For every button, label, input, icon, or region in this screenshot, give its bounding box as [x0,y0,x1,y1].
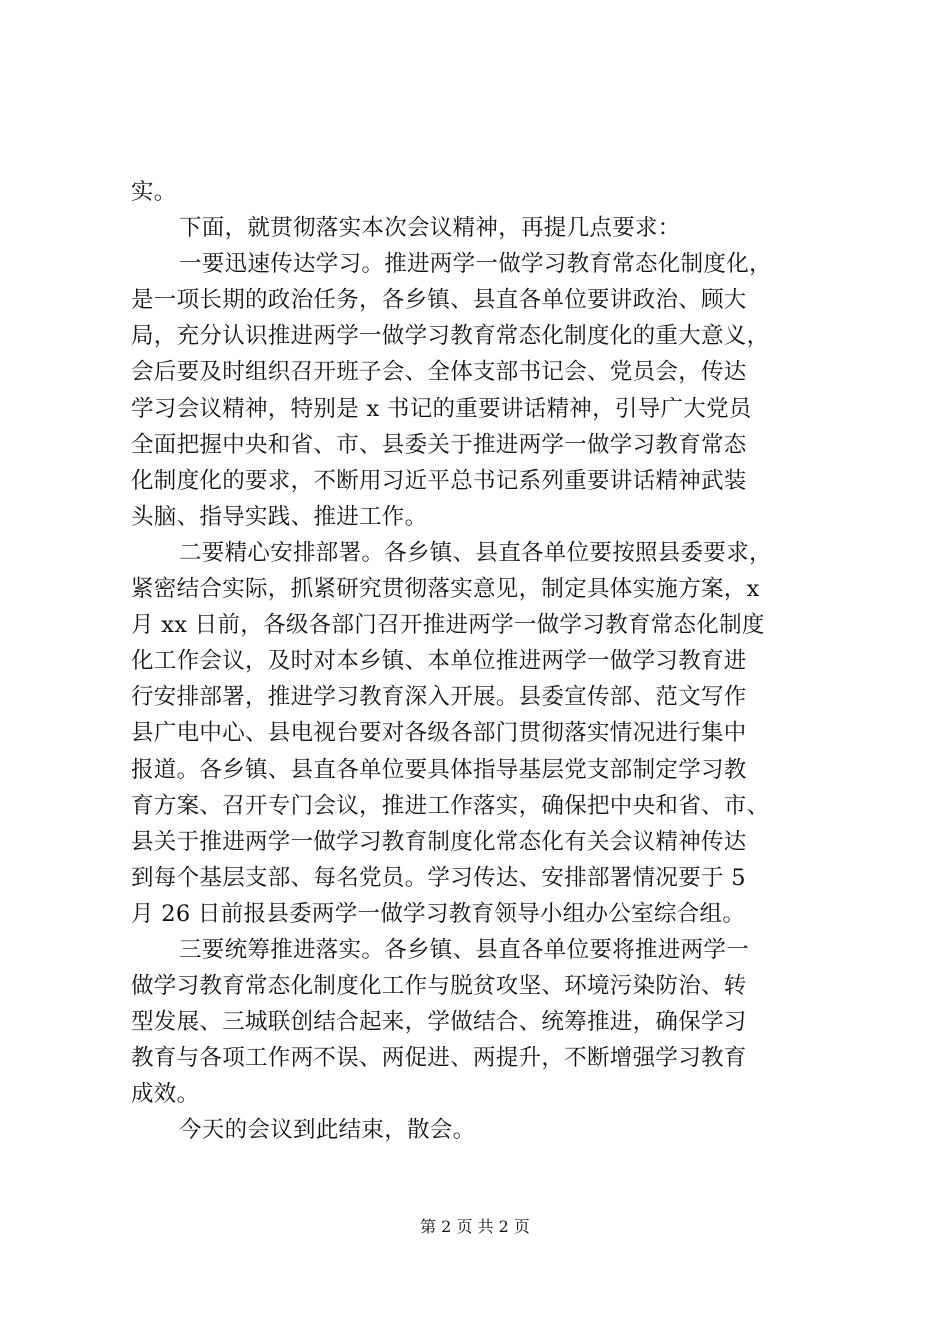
text-line: 三要统筹推进落实。各乡镇、县直各单位要将推进两学一 [179,936,750,963]
text-line: 育方案、召开专门会议，推进工作落实，确保把中央和省、市、 [131,792,770,819]
text-line: 县广电中心、县电视台要对各级各部门贯彻落实情况进行集中 [131,720,747,747]
text-line: 成效。 [131,1081,200,1108]
paragraph-continuation [131,174,843,210]
text-line: 化工作会议，及时对本乡镇、本单位推进两学一做学习教育进 [131,648,747,675]
text-line: 到每个基层支部、每名党员。学习传达、安排部署情况要于 5 [131,864,746,891]
paragraph-requirement-three [131,932,843,1112]
text-line: 是一项长期的政治任务，各乡镇、县直各单位要讲政治、顾大 [131,287,747,314]
text-line: 做学习教育常态化制度化工作与脱贫攻坚、环境污染防治、转 [131,973,747,1000]
paragraph-requirement-two [131,535,843,932]
text-line: 教育与各项工作两不误、两促进、两提升，不断增强学习教育 [131,1045,747,1072]
page-number-footer: 第 2 页 共 2 页 [420,1217,530,1236]
paragraph-requirement-one [131,246,843,535]
text-line: 月 xx 日前，各级各部门召开推进两学一做学习教育常态化制度 [131,612,765,639]
text-line: 局，充分认识推进两学一做学习教育常态化制度化的重大意义， [131,323,770,350]
text-line: 一要迅速传达学习。推进两学一做学习教育常态化制度化， [179,251,772,278]
text-line: 会后要及时组织召开班子会、全体支部书记会、党员会，传达 [131,359,747,386]
paragraph-closing [131,1112,843,1148]
text-line: 今天的会议到此结束，散会。 [179,1117,476,1144]
text-line: 全面把握中央和省、市、县委关于推进两学一做学习教育常态 [131,431,747,458]
paragraph-intro [131,210,843,246]
text-line: 型发展、三城联创结合起来，学做结合、统筹推进，确保学习 [131,1009,747,1036]
text-line: 学习会议精神，特别是 x 书记的重要讲话精神，引导广大党员 [131,395,752,422]
text-line: 实。 [131,179,177,205]
document-body [131,174,843,1149]
text-line: 二要精心安排部署。各乡镇、县直各单位要按照县委要求， [179,539,772,566]
text-line: 下面，就贯彻落实本次会议精神，再提几点要求： [179,215,681,242]
text-line: 行安排部署，推进学习教育深入开展。县委宣传部、范文写作 [131,684,747,711]
text-line: 月 26 日前报县委两学一做学习教育领导小组办公室综合组。 [131,900,746,927]
text-line: 化制度化的要求，不断用习近平总书记系列重要讲话精神武装 [131,467,747,494]
text-line: 报道。各乡镇、县直各单位要具体指导基层党支部制定学习教 [131,756,747,783]
text-line: 紧密结合实际，抓紧研究贯彻落实意见，制定具体实施方案，x [131,576,760,603]
text-line: 头脑、指导实践、推进工作。 [131,503,428,530]
text-line: 县关于推进两学一做学习教育制度化常态化有关会议精神传达 [131,828,747,855]
